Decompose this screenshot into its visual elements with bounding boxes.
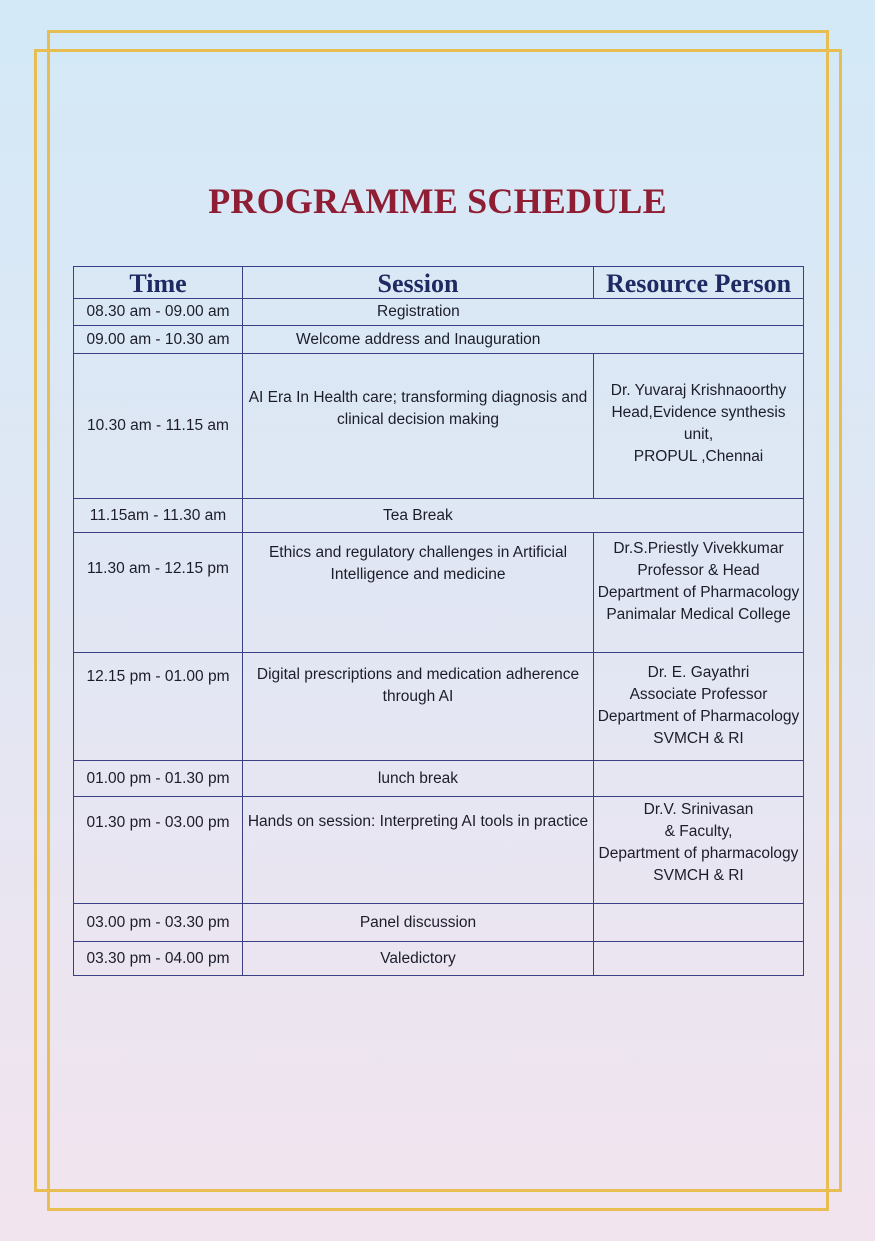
row-resource-person — [594, 653, 804, 761]
resource-line: Dr. E. Gayathri — [647, 664, 750, 681]
resource-line: Dr.S.Priestly Vivekkumar — [613, 540, 784, 557]
table-row — [74, 326, 804, 354]
row-time — [74, 653, 243, 761]
row-resource-person — [594, 797, 804, 904]
table-row — [74, 904, 804, 942]
row-time: 03.30 pm - 04.00 pm — [74, 942, 243, 976]
row-time-text: 11.30 am - 12.15 pm — [87, 560, 229, 577]
schedule-table — [73, 266, 804, 976]
resource-line: Department of Pharmacology — [597, 584, 800, 601]
row-session: lunch break — [243, 761, 594, 797]
resource-line: Head,Evidence synthesis unit, — [611, 404, 786, 443]
table-row — [74, 797, 804, 904]
row-resource-person — [594, 904, 804, 942]
table-row — [74, 533, 804, 653]
row-time — [74, 797, 243, 904]
row-session-text: AI Era In Health care; transforming diagnosis and clinical decision making — [248, 389, 588, 428]
row-time: 03.00 pm - 03.30 pm — [74, 904, 243, 942]
row-time-text: 01.30 pm - 03.00 pm — [86, 814, 230, 831]
resource-line: Dr. Yuvaraj Krishnaoorthy — [610, 382, 787, 399]
table-row — [74, 499, 804, 533]
row-time: 09.00 am - 10.30 am — [74, 326, 243, 354]
row-session-text: Ethics and regulatory challenges in Artificial Intelligence and medicine — [268, 544, 568, 583]
row-time: 10.30 am - 11.15 am — [74, 354, 243, 499]
resource-line: PROPUL ,Chennai — [633, 448, 764, 465]
row-time: 08.30 am - 09.00 am — [74, 299, 243, 326]
header-session: Session — [243, 267, 594, 299]
row-session-text: Hands on session: Interpreting AI tools in practice — [247, 813, 589, 830]
row-session — [243, 653, 594, 761]
row-time-text: 12.15 pm - 01.00 pm — [86, 668, 230, 685]
row-resource-person — [594, 942, 804, 976]
table-row — [74, 299, 804, 326]
row-session — [243, 354, 594, 499]
page-title: PROGRAMME SCHEDULE — [208, 181, 667, 221]
row-session: Panel discussion — [243, 904, 594, 942]
row-session — [243, 797, 594, 904]
row-time: 01.00 pm - 01.30 pm — [74, 761, 243, 797]
row-session-text: Digital prescriptions and medication adherence through AI — [256, 666, 580, 705]
header-time: Time — [74, 267, 243, 299]
header-resource-person: Resource Person — [594, 267, 804, 299]
resource-line: Department of pharmacology — [598, 845, 799, 862]
resource-line: SVMCH & RI — [653, 867, 744, 884]
row-session: Registration — [243, 299, 804, 326]
row-resource-person — [594, 761, 804, 797]
row-session: Valedictory — [243, 942, 594, 976]
row-resource-person — [594, 354, 804, 499]
resource-line: Dr.V. Srinivasan — [643, 801, 754, 818]
row-resource-person — [594, 533, 804, 653]
row-time: 11.15am - 11.30 am — [74, 499, 243, 533]
resource-line: & Faculty, — [664, 823, 733, 840]
resource-line: Department of Pharmacology — [597, 708, 800, 725]
resource-line: Professor & Head — [637, 562, 760, 579]
row-time — [74, 533, 243, 653]
row-session: Welcome address and Inauguration — [243, 326, 804, 354]
table-row — [74, 354, 804, 499]
resource-line: Panimalar Medical College — [606, 606, 791, 623]
table-row — [74, 653, 804, 761]
table-row — [74, 761, 804, 797]
resource-line: SVMCH & RI — [653, 730, 744, 747]
row-session — [243, 533, 594, 653]
row-session: Tea Break — [243, 499, 804, 533]
resource-line: Associate Professor — [629, 686, 768, 703]
table-header-row — [74, 267, 804, 299]
table-row — [74, 942, 804, 976]
